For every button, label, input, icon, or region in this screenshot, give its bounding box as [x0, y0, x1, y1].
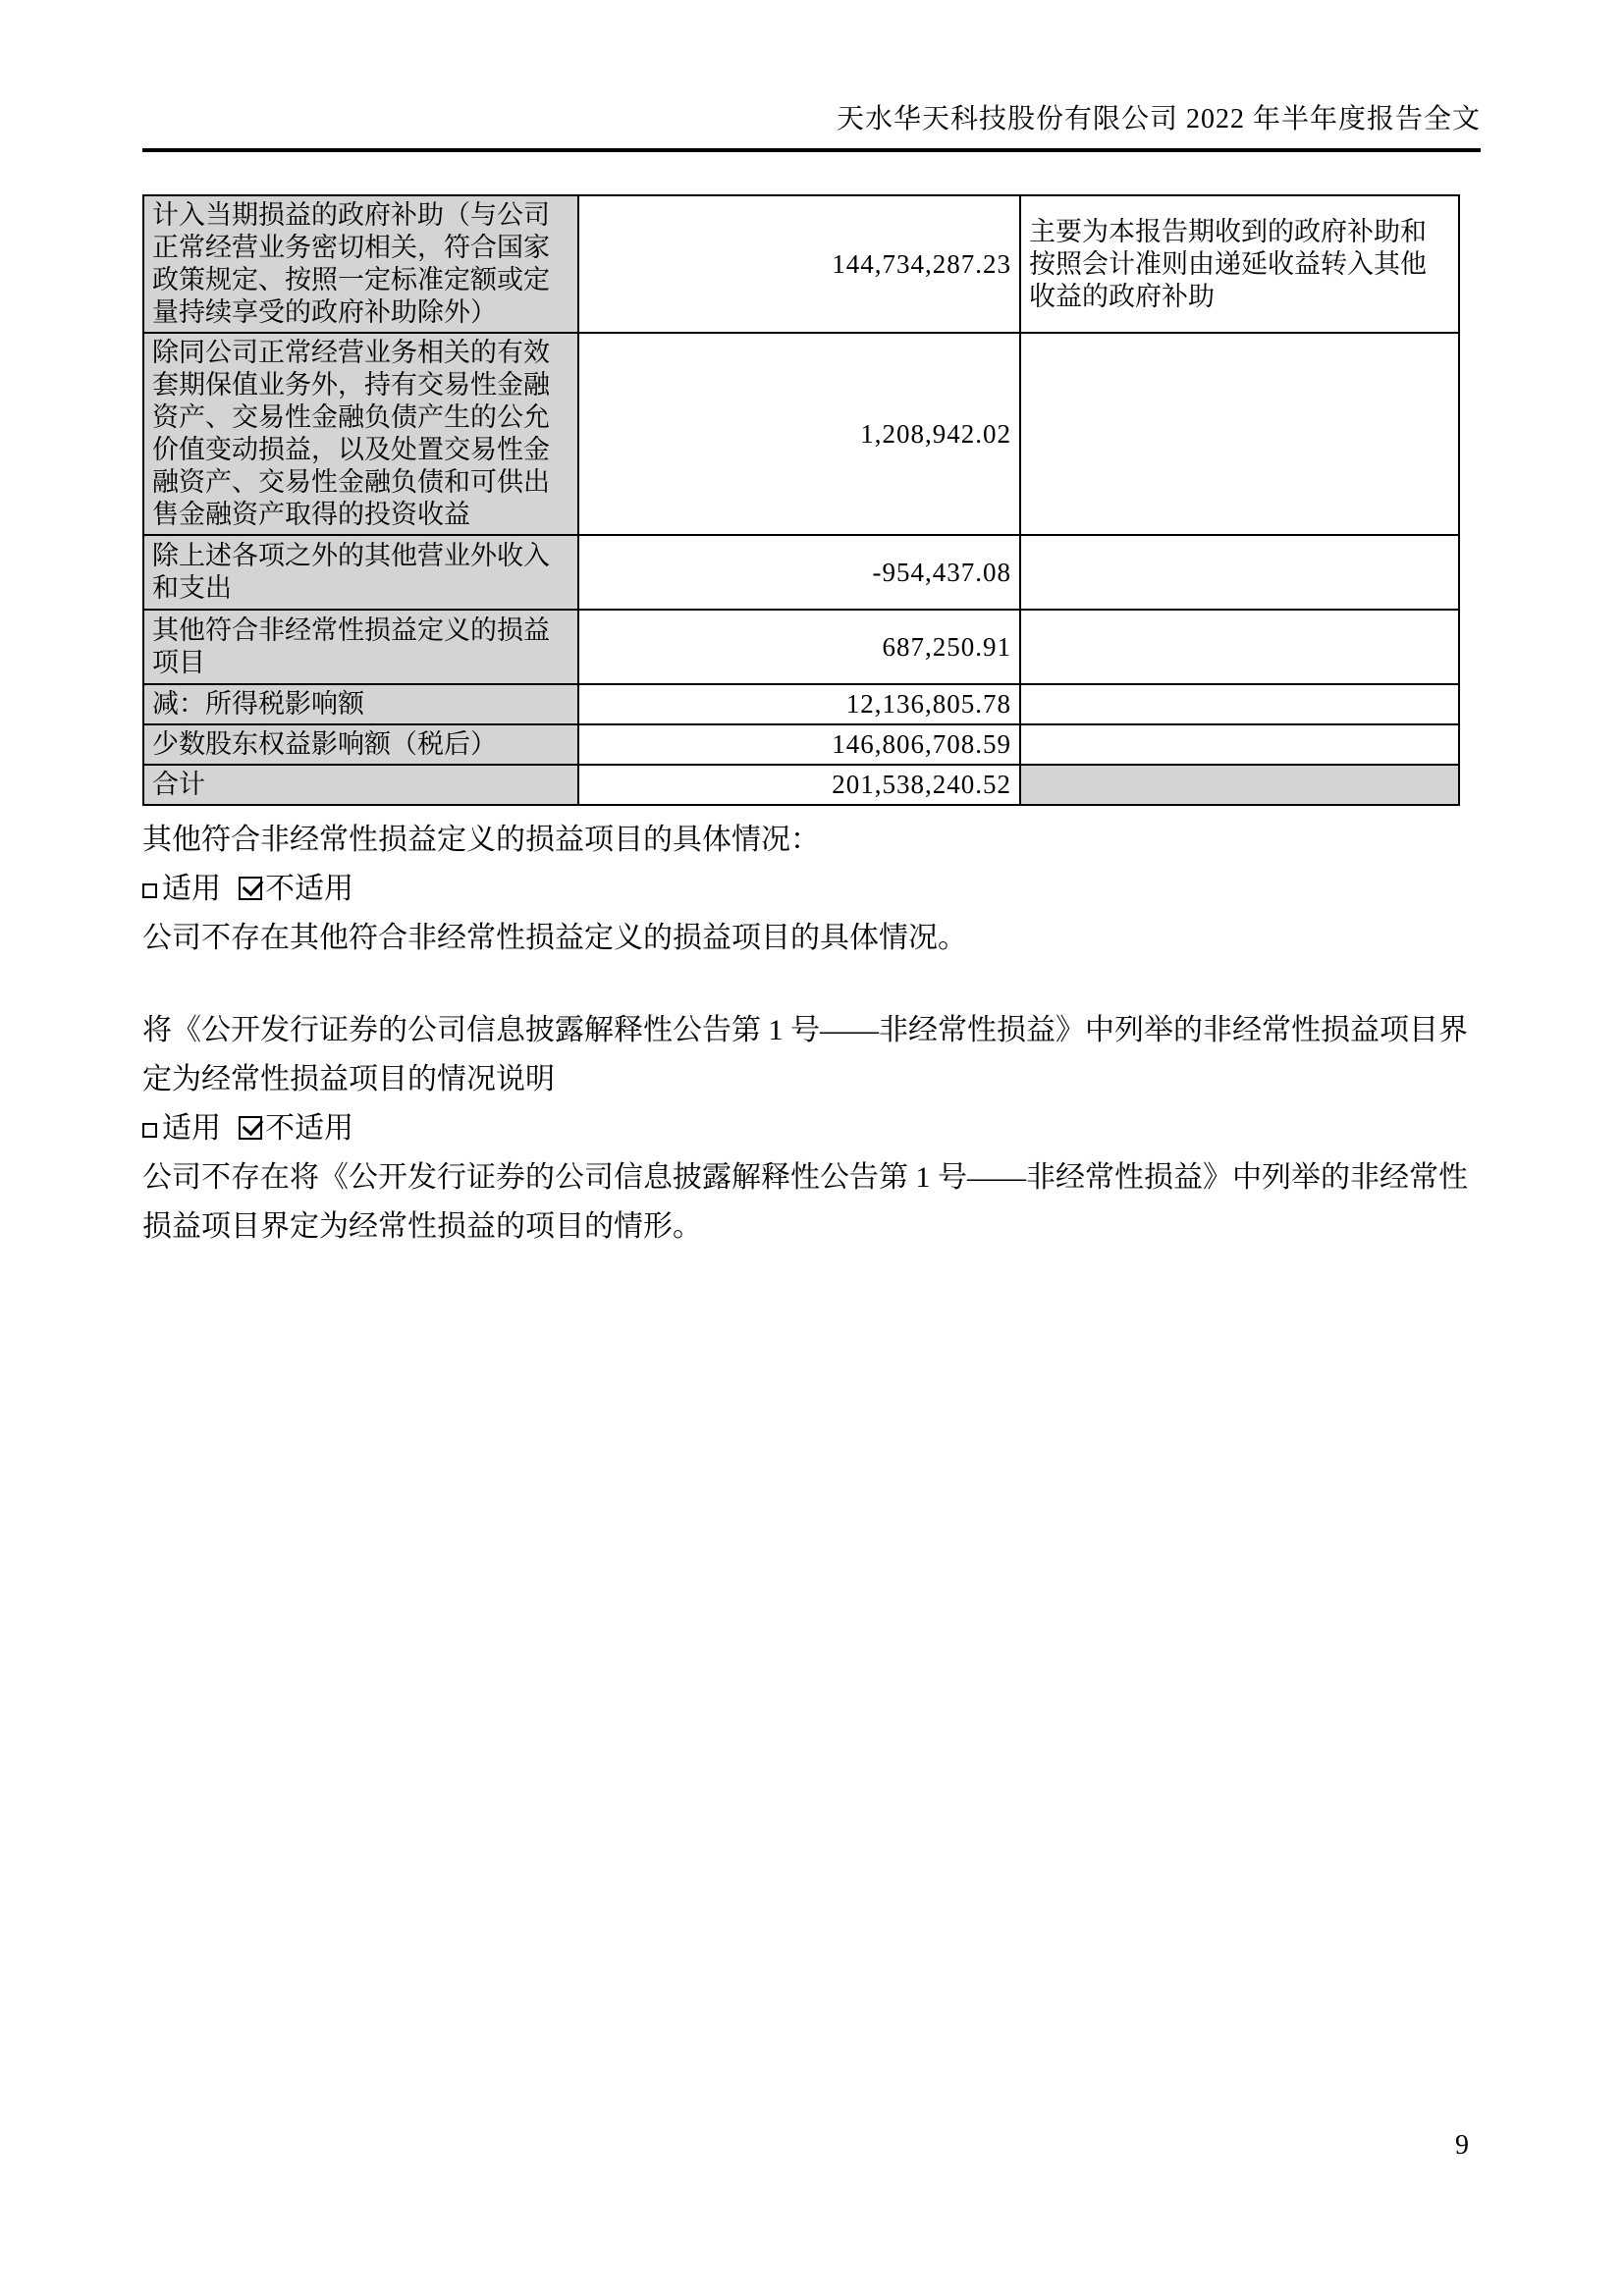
note-cell — [1020, 333, 1459, 535]
table-row — [143, 535, 1459, 610]
amount-cell: 687,250.91 — [578, 610, 1020, 684]
page-number: 9 — [1455, 2130, 1469, 2161]
amount-cell: 201,538,240.52 — [578, 765, 1020, 805]
item-cell: 减：所得税影响额 — [143, 684, 578, 724]
checkbox-checked-icon — [239, 877, 262, 900]
page-content — [142, 0, 1481, 1252]
table-row-total — [143, 765, 1459, 805]
header-rule — [142, 148, 1481, 152]
checkbox-unchecked-icon — [142, 883, 157, 898]
item-cell: 除上述各项之外的其他营业外收入和支出 — [143, 535, 578, 610]
applicable-label: 适用 — [162, 1112, 221, 1145]
amount-cell: 144,734,287.23 — [578, 195, 1020, 333]
applicable-label: 适用 — [162, 873, 221, 905]
item-cell: 少数股东权益影响额（税后） — [143, 724, 578, 765]
note-cell — [1020, 610, 1459, 684]
note-cell — [1020, 535, 1459, 610]
body-text — [142, 816, 1481, 1252]
table-row — [143, 724, 1459, 765]
non-recurring-items-table — [142, 194, 1460, 806]
item-cell: 计入当期损益的政府补助（与公司正常经营业务密切相关，符合国家政策规定、按照一定标准定额或定量持续享受的政府补助除外） — [143, 195, 578, 333]
amount-cell: 12,136,805.78 — [578, 684, 1020, 724]
amount-cell: 146,806,708.59 — [578, 724, 1020, 765]
header-title: 天水华天科技股份有限公司 2022 年半年度报告全文 — [836, 104, 1481, 134]
not-applicable-label: 不适用 — [265, 873, 353, 905]
no-other-items-statement: 公司不存在其他符合非经常性损益定义的损益项目的具体情况。 — [142, 922, 967, 954]
note-cell — [1020, 765, 1459, 805]
no-define-statement: 公司不存在将《公开发行证券的公司信息披露解释性公告第 1 号——非经常性损益》中列举的非经常性损益项目界定为经常性损益的项目的情形。 — [142, 1161, 1468, 1243]
specific-situation-heading: 其他符合非经常性损益定义的损益项目的具体情况： — [142, 824, 820, 856]
amount-cell: -954,437.08 — [578, 535, 1020, 610]
applicability-line — [142, 865, 1481, 914]
item-cell: 合计 — [143, 765, 578, 805]
applicability-line — [142, 1104, 1481, 1153]
item-cell: 其他符合非经常性损益定义的损益项目 — [143, 610, 578, 684]
note-cell — [1020, 684, 1459, 724]
item-cell: 除同公司正常经营业务相关的有效套期保值业务外，持有交易性金融资产、交易性金融负债产生的公允价值变动损益，以及处置交易性金融资产、交易性金融负债和可供出售金融资产取得的投资收益 — [143, 333, 578, 535]
checkbox-unchecked-icon — [142, 1123, 157, 1138]
table-row — [143, 333, 1459, 535]
checkbox-checked-icon — [239, 1116, 262, 1140]
define-as-recurring-heading: 将《公开发行证券的公司信息披露解释性公告第 1 号——非经常性损益》中列举的非经常性损益项目界定为经常性损益项目的情况说明 — [142, 1014, 1468, 1095]
amount-cell: 1,208,942.02 — [578, 333, 1020, 535]
table-row — [143, 195, 1459, 333]
table-row — [143, 684, 1459, 724]
note-cell: 主要为本报告期收到的政府补助和按照会计准则由递延收益转入其他收益的政府补助 — [1020, 195, 1459, 333]
table-row — [143, 610, 1459, 684]
not-applicable-label: 不适用 — [265, 1112, 353, 1145]
note-cell — [1020, 724, 1459, 765]
